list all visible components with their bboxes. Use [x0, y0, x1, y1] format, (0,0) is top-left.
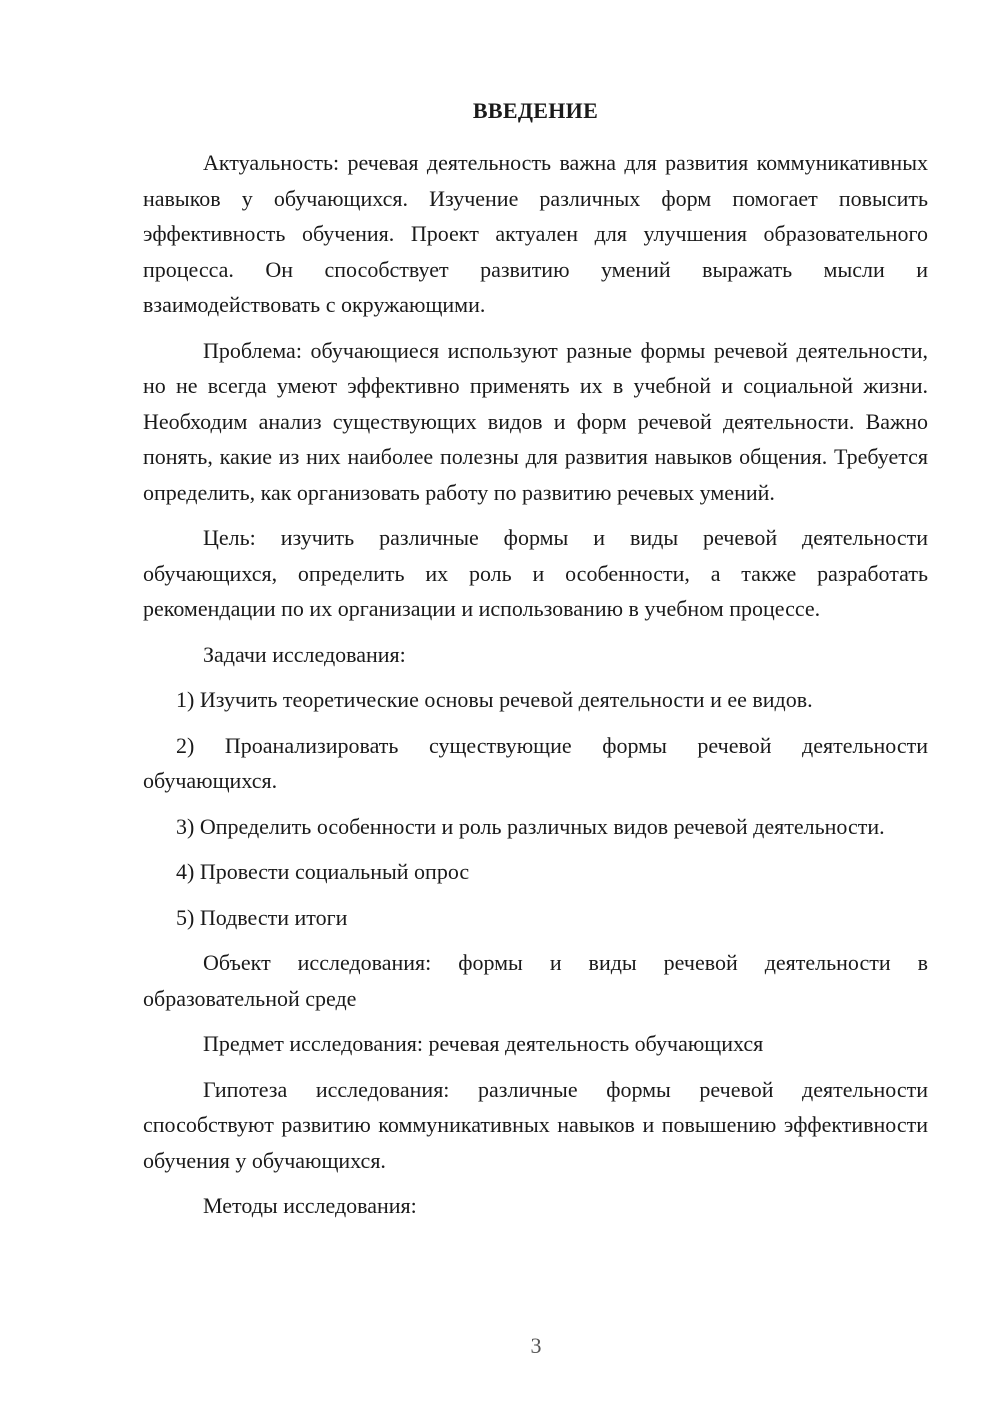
subject-paragraph: Предмет исследования: речевая деятельность обучающихся: [203, 1031, 764, 1056]
list-item: 3) Определить особенности и роль различных видов речевой деятельности.: [176, 813, 885, 839]
problem-paragraph: Проблема: обучающиеся используют разные формы речевой деятельности, но не всегда умеют эффективно применять их в учебной и социальной жизни. Необходим анализ существующих видов и форм речевой деятельности. Важно понять, какие из них наиболее полезны для развития навыков общения. Требуется определить, как организовать работу по развитию речевых умений.: [143, 337, 928, 505]
relevance-paragraph: Актуальность: речевая деятельность важна для развития коммуникативных навыков у обучающихся. Изучение различных форм помогает повысить эффективность обучения. Проект актуален для улучшения образовательного процесса. Он способствует развитию умений выражать мысли и взаимодействовать с окружающими.: [143, 150, 928, 317]
goal-paragraph: Цель: изучить различные формы и виды речевой деятельности обучающихся, определить их роль и особенности, а также разработать рекомендации по их организации и использованию в учебном процессе.: [143, 525, 928, 621]
object-paragraph: Объект исследования: формы и виды речевой деятельности в образовательной среде: [143, 950, 928, 1011]
list-item: 4) Провести социальный опрос: [176, 859, 470, 884]
page-number: 3: [530, 1333, 542, 1358]
document-page: [143, 97, 928, 1234]
tasks-heading: Задачи исследования:: [203, 641, 406, 667]
tasks-list: [143, 682, 928, 935]
list-item: 1) Изучить теоретические основы речевой деятельности и ее видов.: [176, 687, 813, 712]
methods-paragraph: Методы исследования:: [203, 1193, 417, 1218]
hypothesis-paragraph: Гипотеза исследования: различные формы речевой деятельности способствуют развитию коммуникативных навыков и повышению эффективности обучения у обучающихся.: [143, 1076, 928, 1173]
list-item: 5) Подвести итоги: [176, 904, 348, 930]
list-item: 2) Проанализировать существующие формы речевой деятельности обучающихся.: [143, 732, 928, 793]
section-title: ВВЕДЕНИЕ: [472, 98, 599, 123]
